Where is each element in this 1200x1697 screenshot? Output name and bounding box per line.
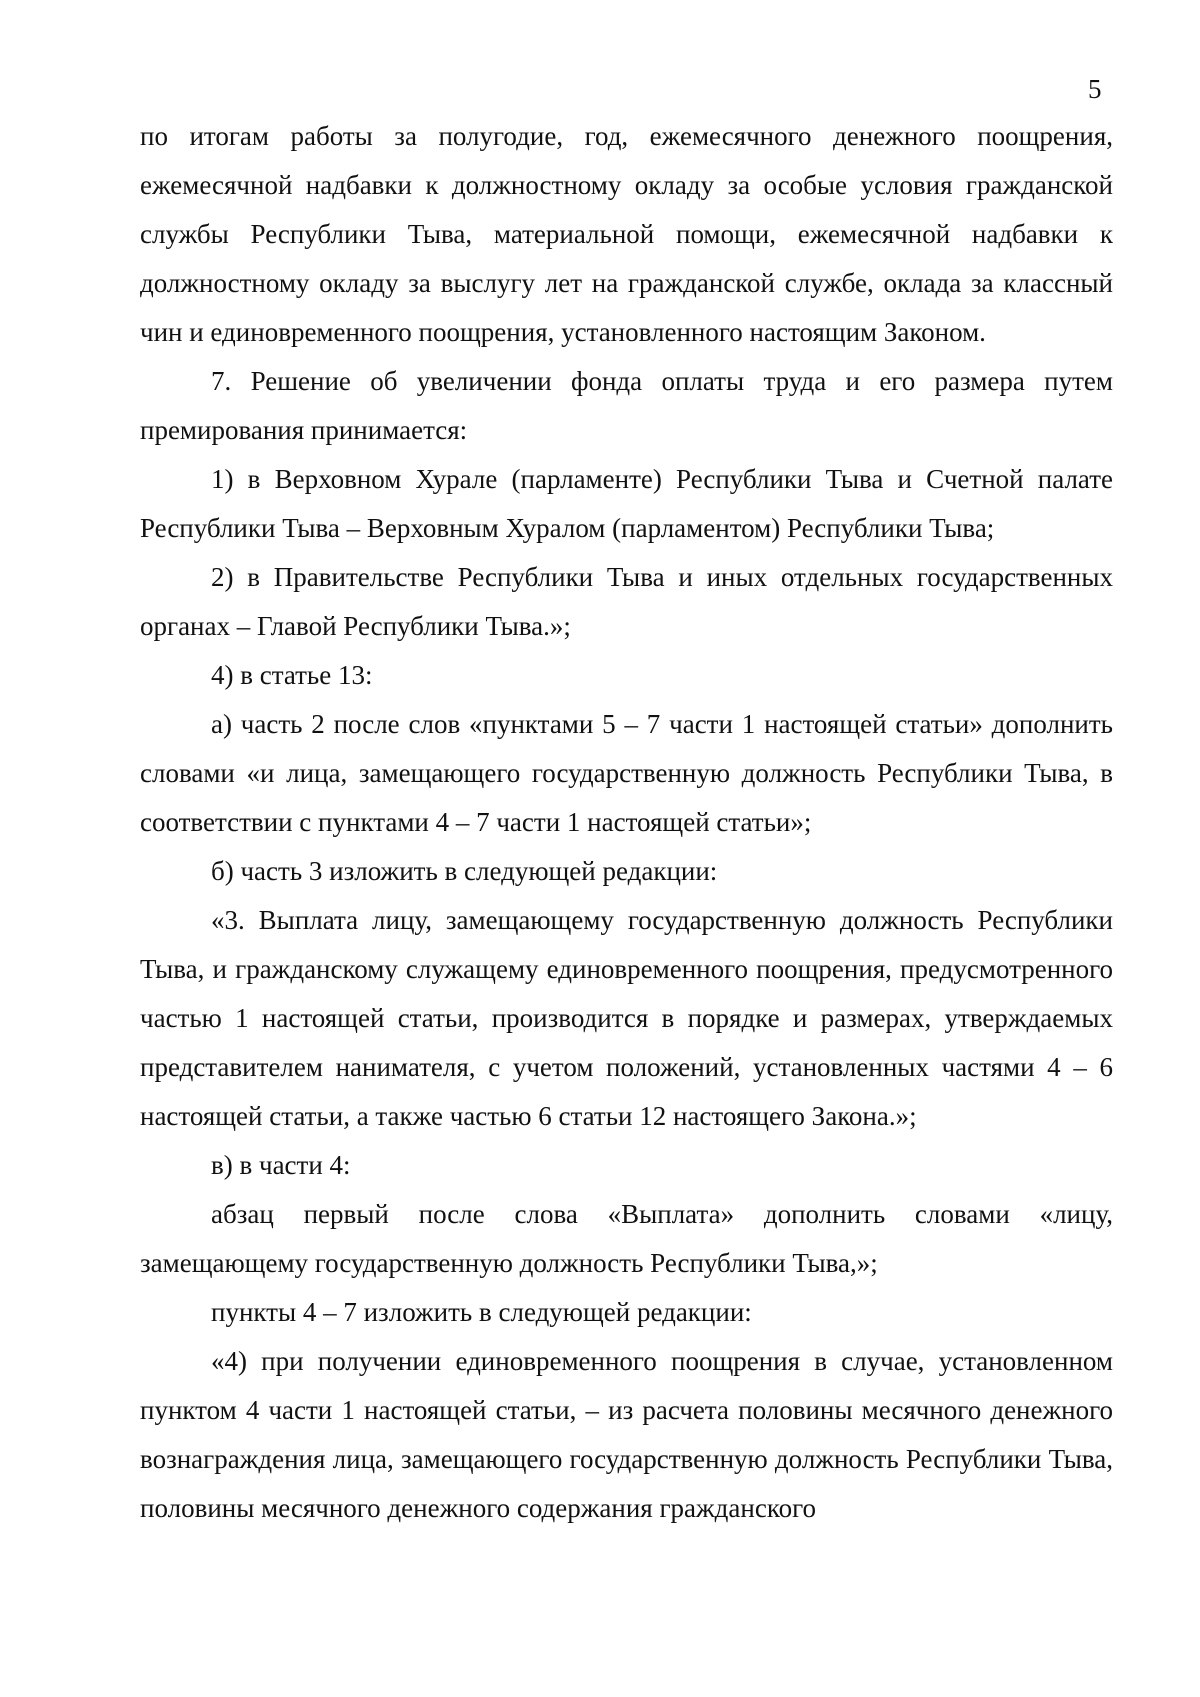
page-number: 5 bbox=[1088, 74, 1102, 104]
paragraph-subitem-1: 1) в Верховном Хурале (парламенте) Республики Тыва и Счетной палате Республики Тыва – Верховным Хуралом (парламентом) Республики Тыва; bbox=[140, 464, 1113, 543]
paragraph-part-3: «3. Выплата лицу, замещающему государственную должность Республики Тыва, и гражданскому служащему единовременного поощрения, предусмотренного частью 1 настоящей статьи, производится в порядке и размерах, утверждаемых представителем нанимателя, с учетом положений, установленных частями 4 – 6 настоящей статьи, а также частью 6 статьи 12 настоящего Закона.»; bbox=[140, 905, 1113, 1131]
paragraph-article-13: 4) в статье 13: bbox=[211, 660, 373, 690]
paragraph-point-4: «4) при получении единовременного поощрения в случае, установленном пунктом 4 части 1 настоящей статьи, – из расчета половины месячного денежного вознаграждения лица, замещающего государственную должность Республики Тыва, половины месячного денежного содержания гражданского bbox=[140, 1346, 1113, 1523]
paragraph-points-4-7: пункты 4 – 7 изложить в следующей редакции: bbox=[211, 1297, 752, 1327]
paragraph-continuation: по итогам работы за полугодие, год, ежемесячного денежного поощрения, ежемесячной надбавки к должностному окладу за особые условия гражданской службы Республики Тыва, материальной помощи, ежемесячной надбавки к должностному окладу за выслугу лет на гражданской службе, оклада за классный чин и единовременного поощрения, установленного настоящим Законом. bbox=[140, 121, 1113, 347]
paragraph-first-abzac: абзац первый после слова «Выплата» дополнить словами «лицу, замещающему государственную должность Республики Тыва,»; bbox=[140, 1199, 1113, 1278]
paragraph-subitem-2: 2) в Правительстве Республики Тыва и иных отдельных государственных органах – Главой Республики Тыва.»; bbox=[140, 562, 1113, 641]
paragraph-a: а) часть 2 после слов «пунктами 5 – 7 части 1 настоящей статьи» дополнить словами «и лица, замещающего государственную должность Республики Тыва, в соответствии с пунктами 4 – 7 части 1 настоящей статьи»; bbox=[140, 709, 1113, 837]
paragraph-v: в) в части 4: bbox=[211, 1150, 351, 1180]
document-body bbox=[140, 112, 1113, 1533]
paragraph-b: б) часть 3 изложить в следующей редакции: bbox=[211, 856, 718, 886]
paragraph-item-7: 7. Решение об увеличении фонда оплаты труда и его размера путем премирования принимается: bbox=[140, 366, 1113, 445]
